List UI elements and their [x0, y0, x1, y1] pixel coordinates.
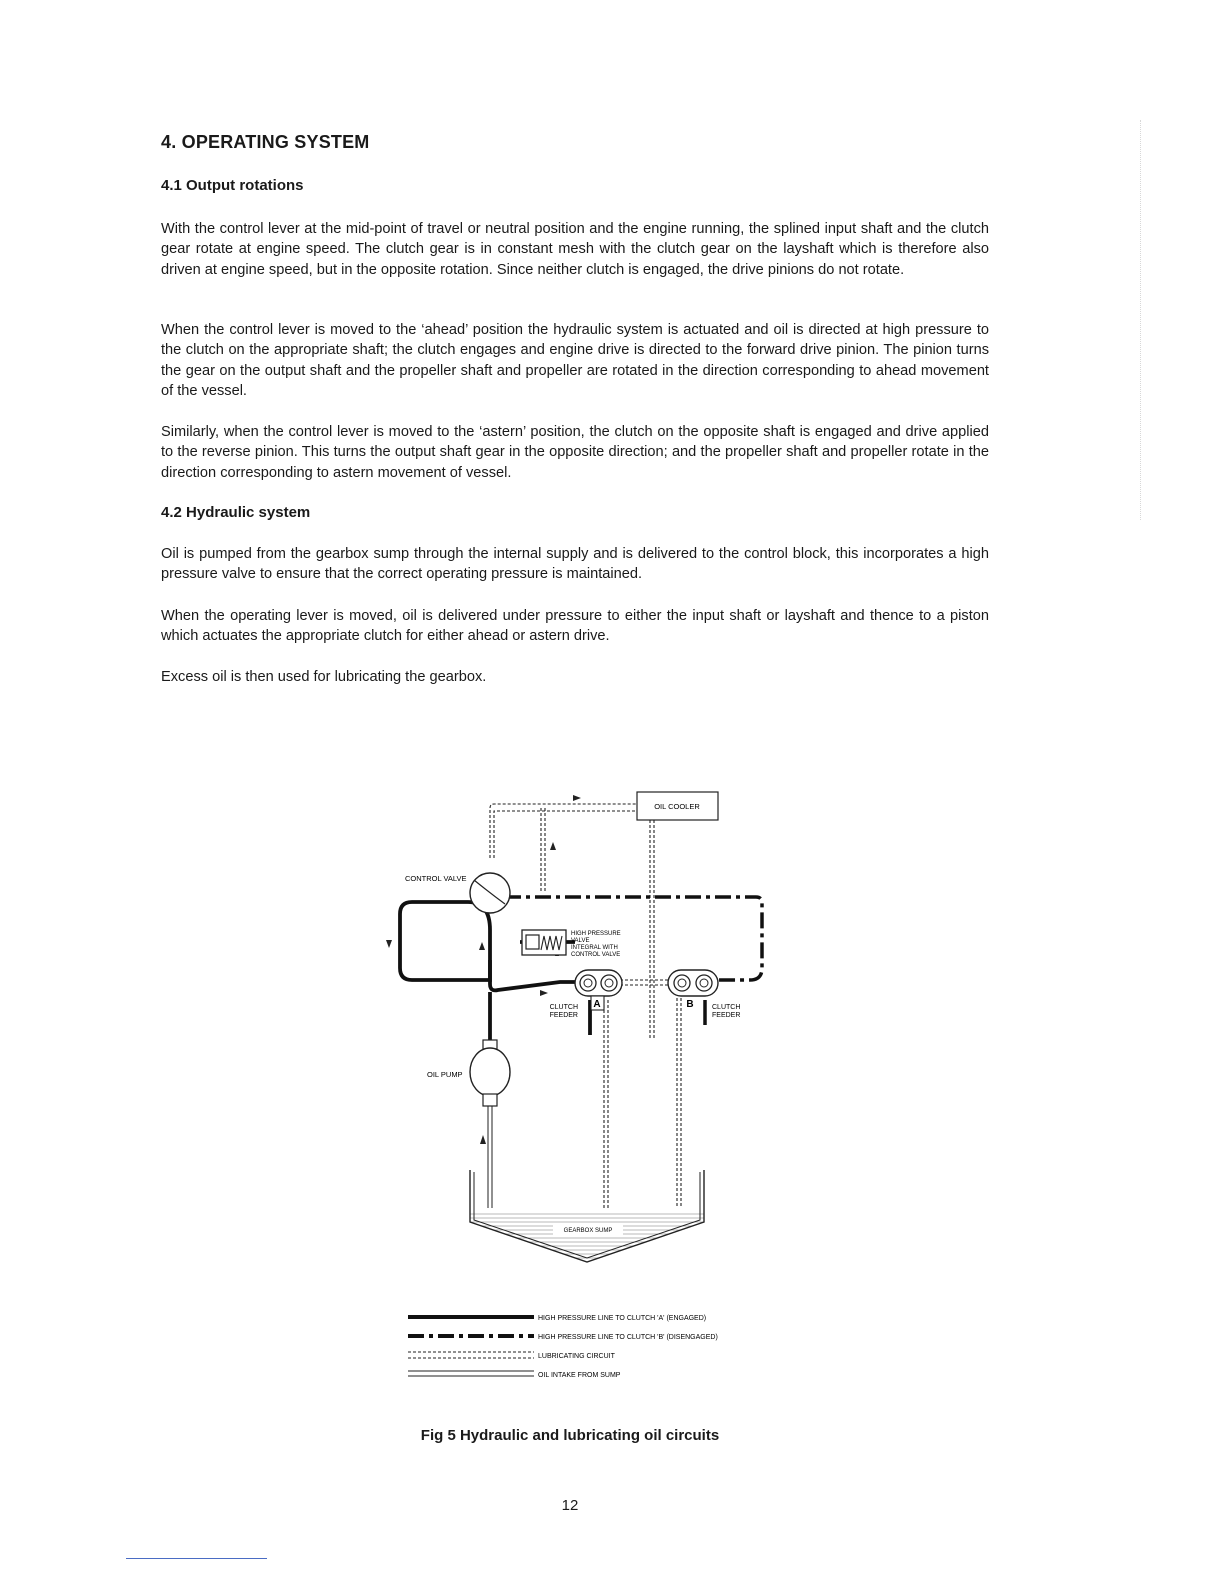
gearbox-sump	[470, 1170, 704, 1262]
legend-label: HIGH PRESSURE LINE TO CLUTCH 'B' (DISENGAGED)	[538, 1334, 718, 1341]
paragraph: When the control lever is moved to the ‘ahead’ position the hydraulic system is actuated and oil is directed at high pressure to the clutch on the appropriate shaft; the clutch engages and engine drive is directed to the forward drive pinion. The pinion turns the gear on the output shaft and the propeller shaft and propeller are rotated in the direction corresponding to ahead movement of the vessel.	[161, 322, 989, 399]
clutch-feeder-b-label: CLUTCH	[712, 1004, 741, 1011]
clutch-feeder-b	[668, 970, 718, 996]
clutch-feeder-a-label: FEEDER	[549, 1012, 578, 1019]
legend-label: HIGH PRESSURE LINE TO CLUTCH 'A' (ENGAGED)	[538, 1315, 707, 1322]
flow-arrow-icon	[540, 990, 548, 996]
hp-valve-label: VALVE	[571, 938, 590, 944]
oil-cooler-label: OIL COOLER	[654, 802, 700, 811]
hp-valve-label: CONTROL VALVE	[571, 952, 621, 958]
clutch-feeder-a-label: CLUTCH	[549, 1004, 578, 1011]
legend-label: OIL INTAKE FROM SUMP	[538, 1372, 621, 1379]
legend-swatch-lubricating	[408, 1352, 534, 1358]
flow-arrow-icon	[573, 795, 581, 801]
control-valve-label: CONTROL VALVE	[405, 874, 467, 883]
subsection-heading-output-rotations: 4.1 Output rotations	[161, 177, 304, 194]
figure-caption: Fig 5 Hydraulic and lubricating oil circuits	[420, 1427, 720, 1444]
oil-pump	[470, 1048, 510, 1096]
clutch-feeder-a	[575, 970, 622, 996]
lubricating-circuit	[490, 804, 681, 1208]
oil-pump-label: OIL PUMP	[427, 1070, 463, 1079]
paragraph: When the operating lever is moved, oil is delivered under pressure to either the input shaft or layshaft and thence to a piston which actuates the appropriate clutch for either ahead or astern drive.	[161, 608, 989, 645]
flow-arrow-icon	[386, 940, 392, 948]
flow-arrow-icon	[550, 842, 556, 850]
clutch-feeder-b-label: FEEDER	[712, 1012, 741, 1019]
legend-swatch-oil-intake	[408, 1371, 534, 1376]
clutch-b-marker: B	[686, 999, 694, 1010]
hp-line-clutch-a	[400, 902, 590, 1040]
oil-intake-line	[488, 1106, 492, 1208]
clutch-a-marker: A	[593, 999, 601, 1010]
hydraulic-circuit-diagram	[380, 780, 780, 1390]
page-number: 12	[561, 1497, 579, 1514]
subsection-heading-hydraulic-system: 4.2 Hydraulic system	[161, 504, 311, 521]
diagram-legend	[408, 1315, 718, 1379]
section-heading: 4. OPERATING SYSTEM	[161, 132, 370, 152]
flow-arrow-icon	[480, 1135, 486, 1144]
hp-valve-label: INTEGRAL WITH	[571, 945, 618, 951]
flow-arrow-icon	[479, 942, 485, 950]
legend-label: LUBRICATING CIRCUIT	[538, 1353, 615, 1360]
paragraph: Oil is pumped from the gearbox sump through the internal supply and is delivered to the control block, this incorporates a high pressure valve to ensure that the correct operating pressure is maintained.	[161, 546, 989, 583]
paragraph: Excess oil is then used for lubricating the gearbox.	[161, 669, 487, 685]
paragraph: Similarly, when the control lever is moved to the ‘astern’ position, the clutch on the opposite shaft is engaged and drive applied to the reverse pinion. This turns the output shaft gear in the opposite direction; and the propeller shaft and propeller rotate in the direction corresponding to astern movement of vessel.	[161, 424, 989, 481]
gearbox-sump-label: GEARBOX SUMP	[563, 1228, 613, 1234]
footnote-rule	[126, 1558, 267, 1559]
hp-valve-label: HIGH PRESSURE	[571, 931, 621, 937]
scan-edge-rule	[1140, 120, 1141, 520]
paragraph: With the control lever at the mid-point of travel or neutral position and the engine running, the splined input shaft and the clutch gear rotate at engine speed. The clutch gear is in constant mesh with the clutch gear on the layshaft which is therefore also driven at engine speed, but in the opposite rotation. Since neither clutch is engaged, the drive pinions do not rotate.	[161, 221, 989, 278]
